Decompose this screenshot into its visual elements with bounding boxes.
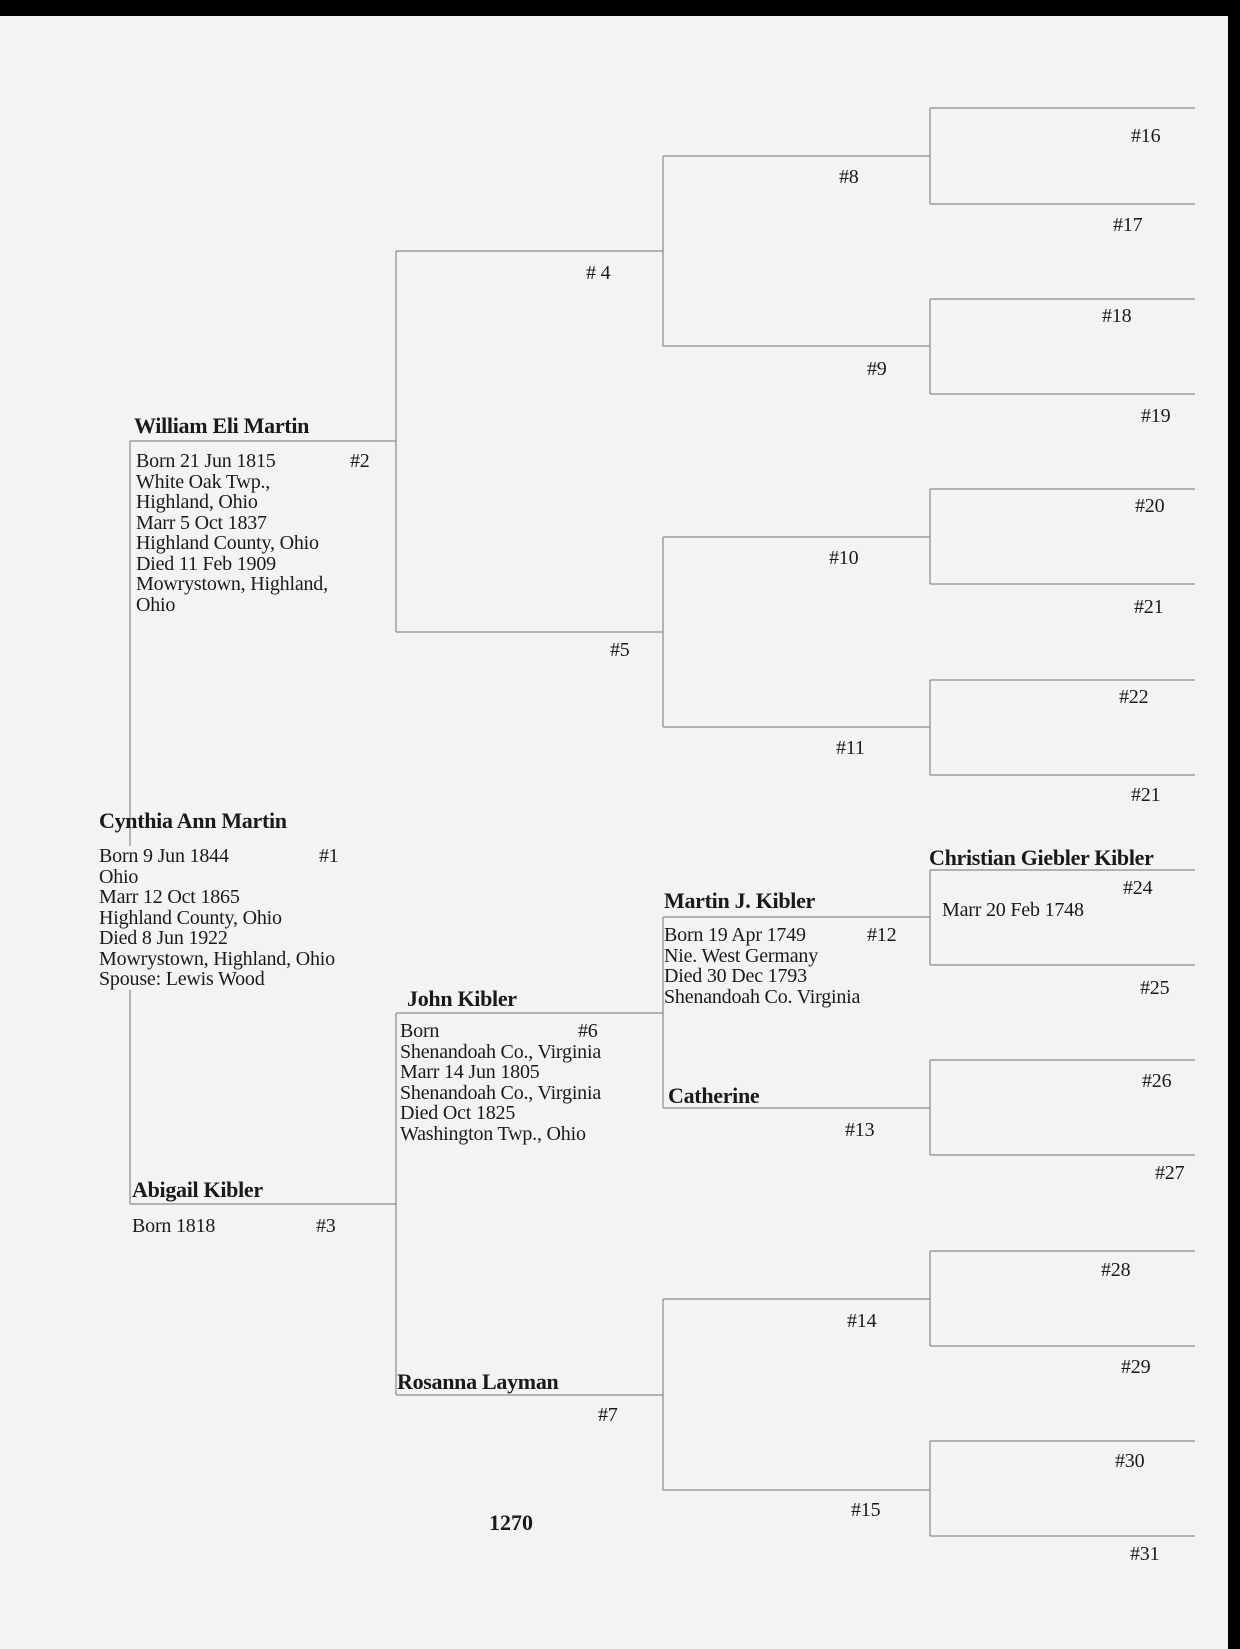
person-3-born: Born 1818 xyxy=(132,1215,216,1237)
person-6-line: Died Oct 1825 xyxy=(400,1102,516,1124)
number-25: #25 xyxy=(1140,977,1170,999)
person-1-line: Mowrystown, Highland, Ohio xyxy=(99,947,335,970)
person-7-name: Rosanna Layman xyxy=(397,1369,559,1394)
person-2-line: Highland County, Ohio xyxy=(136,532,319,554)
person-2-number: #2 xyxy=(350,450,370,472)
person-6-name: John Kibler xyxy=(407,986,517,1011)
number-17: #17 xyxy=(1113,214,1143,236)
person-2-details xyxy=(136,451,328,615)
person-2-line: Born 21 Jun 1815 xyxy=(136,450,276,472)
person-6-line: Washington Twp., Ohio xyxy=(400,1122,586,1145)
number-22: #22 xyxy=(1119,686,1149,708)
person-13-name: Catherine xyxy=(668,1083,760,1108)
person-6-line: Born xyxy=(400,1020,440,1042)
person-12-details xyxy=(664,925,860,1007)
person-13-number: #13 xyxy=(845,1119,875,1141)
number-19: #19 xyxy=(1141,405,1171,427)
person-12-line: Nie. West Germany xyxy=(664,944,819,967)
number-20: #20 xyxy=(1135,495,1165,517)
number-30: #30 xyxy=(1115,1450,1145,1472)
person-1-line: Ohio xyxy=(99,865,139,888)
number-15: #15 xyxy=(851,1499,881,1521)
person-6-details xyxy=(400,1021,601,1144)
person-24-number: #24 xyxy=(1123,877,1153,899)
person-12-line: Died 30 Dec 1793 xyxy=(664,965,807,987)
person-1-name: Cynthia Ann Martin xyxy=(99,808,287,833)
person-7-number: #7 xyxy=(598,1404,618,1426)
number-26: #26 xyxy=(1142,1070,1172,1092)
person-2-line: Highland, Ohio xyxy=(136,491,258,513)
person-1-details xyxy=(99,846,399,990)
number-29: #29 xyxy=(1121,1356,1151,1378)
person-2-line: Mowrystown, Highland, xyxy=(136,573,328,595)
person-24-marriage: Marr 20 Feb 1748 xyxy=(942,899,1084,921)
person-2-line: Ohio xyxy=(136,593,176,616)
person-1-line: Born 9 Jun 1844 xyxy=(99,845,229,867)
person-3-name: Abigail Kibler xyxy=(132,1177,263,1202)
person-2-name: William Eli Martin xyxy=(134,413,310,438)
number-16: #16 xyxy=(1131,125,1161,147)
person-12-line: Born 19 Apr 1749 xyxy=(664,924,806,946)
number-9: #9 xyxy=(867,358,887,380)
person-1-number: #1 xyxy=(319,845,339,867)
person-6-line: Shenandoah Co., Virginia xyxy=(400,1081,602,1104)
number-8: #8 xyxy=(839,166,859,188)
person-2-line: Marr 5 Oct 1837 xyxy=(136,511,267,534)
person-1-line: Spouse: Lewis Wood xyxy=(99,968,265,990)
person-24-name: Christian Giebler Kibler xyxy=(929,845,1154,870)
person-6-line: Shenandoah Co., Virginia xyxy=(400,1040,602,1063)
number-18: #18 xyxy=(1102,305,1132,327)
number-11: #11 xyxy=(836,737,865,759)
number-4: # 4 xyxy=(586,262,611,284)
person-3-number: #3 xyxy=(316,1215,336,1237)
number-28: #28 xyxy=(1101,1259,1131,1281)
person-6-line: Marr 14 Jun 1805 xyxy=(400,1061,540,1083)
number-27: #27 xyxy=(1155,1162,1185,1184)
person-1-line: Died 8 Jun 1922 xyxy=(99,927,228,949)
person-12-name: Martin J. Kibler xyxy=(664,888,816,913)
person-12-number: #12 xyxy=(867,924,897,946)
person-1-line: Highland County, Ohio xyxy=(99,906,282,929)
person-12-line: Shenandoah Co. Virginia xyxy=(664,985,861,1008)
person-2-line: Died 11 Feb 1909 xyxy=(136,552,276,575)
number-21a: #21 xyxy=(1134,596,1164,618)
number-31: #31 xyxy=(1130,1543,1160,1565)
number-5: #5 xyxy=(610,639,630,661)
number-14: #14 xyxy=(847,1310,877,1332)
page-number: 1270 xyxy=(489,1510,533,1535)
number-10: #10 xyxy=(829,547,859,569)
number-21b: #21 xyxy=(1131,784,1161,806)
person-6-number: #6 xyxy=(578,1020,598,1042)
person-2-line: White Oak Twp., xyxy=(136,470,271,493)
person-1-line: Marr 12 Oct 1865 xyxy=(99,886,240,908)
